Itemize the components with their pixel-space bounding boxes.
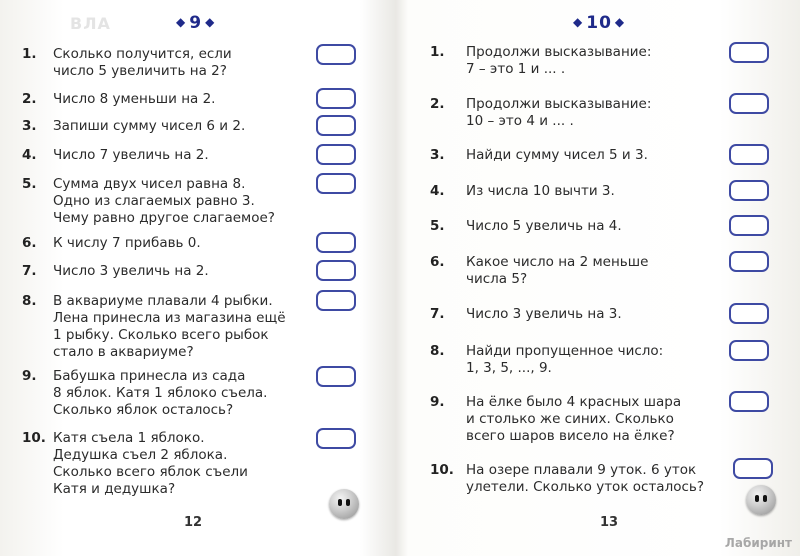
- question-line: Чему равно другое слагаемое?: [53, 210, 275, 226]
- question-line: улетели. Сколько уток осталось?: [466, 479, 705, 495]
- answer-box[interactable]: [316, 290, 356, 311]
- answer-box[interactable]: [316, 366, 356, 387]
- smiley-eye: [755, 495, 759, 502]
- question-line: Найди сумму чисел 5 и 3.: [466, 147, 648, 163]
- question-line: 1 рыбку. Сколько всего рыбок: [53, 327, 269, 343]
- question-line: числа 5?: [466, 271, 528, 287]
- question-text: [466, 394, 681, 445]
- question-number: 8.: [430, 343, 445, 359]
- answer-box[interactable]: [729, 303, 769, 324]
- question-line: Сумма двух чисел равна 8.: [53, 176, 246, 192]
- question-text: [53, 263, 209, 280]
- question-number: 3.: [430, 147, 445, 163]
- question-line: Число 8 уменьши на 2.: [53, 91, 216, 107]
- question-text: [53, 293, 286, 361]
- question-number: 2.: [430, 96, 445, 112]
- question-number: 3.: [22, 118, 37, 134]
- diamond-icon: ◆: [176, 15, 187, 29]
- question-text: [53, 368, 267, 419]
- question-number: 8.: [22, 293, 37, 309]
- diamond-icon: ◆: [614, 15, 626, 29]
- right-page: [405, 0, 800, 556]
- answer-box[interactable]: [316, 260, 356, 281]
- question-line: Число 5 увеличь на 4.: [466, 218, 622, 234]
- question-number: 1.: [430, 44, 445, 60]
- question-number: 6.: [430, 254, 445, 270]
- question-number: 4.: [430, 183, 445, 199]
- smiley-eye: [763, 495, 767, 502]
- question-number: 10.: [430, 462, 454, 478]
- question-text: [53, 176, 275, 227]
- answer-box[interactable]: [729, 215, 769, 236]
- answer-box[interactable]: [729, 251, 769, 272]
- question-text: [53, 430, 248, 498]
- question-line: Катя съела 1 яблоко.: [53, 430, 205, 446]
- question-number: 7.: [430, 306, 445, 322]
- header-number: 9: [189, 13, 203, 33]
- question-number: 9.: [430, 394, 445, 410]
- smiley-eye: [338, 499, 342, 506]
- question-line: На ёлке было 4 красных шара: [466, 394, 682, 410]
- diamond-icon: ◆: [573, 15, 584, 29]
- question-number: 5.: [430, 218, 445, 234]
- answer-box[interactable]: [316, 232, 356, 253]
- question-number: 5.: [22, 176, 37, 192]
- smiley-icon: [329, 489, 359, 519]
- smiley-eye: [346, 499, 350, 506]
- question-line: 8 яблок. Катя 1 яблоко съела.: [53, 385, 268, 401]
- question-line: Число 3 увеличь на 3.: [466, 306, 622, 322]
- answer-box[interactable]: [316, 115, 356, 136]
- question-line: Бабушка принесла из сада: [53, 368, 246, 384]
- question-line: Одно из слагаемых равно 3.: [53, 193, 255, 209]
- question-text: [466, 306, 622, 323]
- answer-box[interactable]: [316, 428, 356, 449]
- question-line: число 5 увеличить на 2?: [53, 63, 227, 79]
- question-line: Запиши сумму чисел 6 и 2.: [53, 118, 246, 134]
- question-text: [53, 118, 245, 135]
- question-text: [466, 183, 615, 200]
- question-number: 4.: [22, 147, 37, 163]
- question-line: Сколько яблок осталось?: [53, 402, 234, 418]
- question-text: [466, 343, 663, 377]
- question-text: [53, 91, 215, 108]
- question-text: [53, 147, 209, 164]
- question-line: Продолжи высказывание:: [466, 44, 652, 60]
- answer-box[interactable]: [316, 144, 356, 165]
- answer-box[interactable]: [729, 144, 769, 165]
- page-header: [570, 13, 628, 33]
- left-page: [0, 0, 395, 556]
- question-text: [466, 147, 648, 164]
- question-line: 7 – это 1 и ... .: [466, 61, 566, 77]
- question-line: Лена принесла из магазина ещё: [53, 310, 286, 326]
- page-number: 12: [184, 515, 203, 530]
- answer-box[interactable]: [729, 42, 769, 63]
- question-number: 7.: [22, 263, 37, 279]
- question-line: Какое число на 2 меньше: [466, 254, 649, 270]
- question-text: [466, 462, 704, 496]
- question-line: Найди пропущенное число:: [466, 343, 664, 359]
- question-line: Число 7 увеличь на 2.: [53, 147, 209, 163]
- question-line: Сколько всего яблок съели: [53, 464, 248, 480]
- page-header: [173, 13, 218, 33]
- question-text: [466, 44, 651, 78]
- question-number: 1.: [22, 46, 37, 62]
- answer-box[interactable]: [729, 93, 769, 114]
- question-text: [466, 218, 622, 235]
- question-line: Дедушка съел 2 яблока.: [53, 447, 228, 463]
- question-line: стало в аквариуме?: [53, 344, 194, 360]
- question-text: [53, 46, 232, 80]
- bleed-through-text: ВЛА: [70, 14, 111, 33]
- question-line: Сколько получится, если: [53, 46, 232, 62]
- question-line: На озере плавали 9 уток. 6 уток: [466, 462, 697, 478]
- answer-box[interactable]: [729, 180, 769, 201]
- question-text: [466, 96, 651, 130]
- question-text: [53, 235, 201, 252]
- answer-box[interactable]: [729, 340, 769, 361]
- question-line: 10 – это 4 и ... .: [466, 113, 574, 129]
- question-line: Продолжи высказывание:: [466, 96, 652, 112]
- smiley-icon: [746, 485, 776, 515]
- question-line: и столько же синих. Сколько: [466, 411, 674, 427]
- answer-box[interactable]: [316, 88, 356, 109]
- question-line: всего шаров висело на ёлке?: [466, 428, 675, 444]
- question-number: 9.: [22, 368, 37, 384]
- question-line: К числу 7 прибавь 0.: [53, 235, 201, 251]
- question-line: Из числа 10 вычти 3.: [466, 183, 615, 199]
- question-line: Катя и дедушка?: [53, 481, 176, 497]
- question-number: 6.: [22, 235, 37, 251]
- question-text: [466, 254, 648, 288]
- question-line: В аквариуме плавали 4 рыбки.: [53, 293, 273, 309]
- header-number: 10: [586, 13, 612, 33]
- answer-box[interactable]: [316, 44, 356, 65]
- answer-box[interactable]: [316, 173, 356, 194]
- question-number: 2.: [22, 91, 37, 107]
- watermark-logo: Лабиринт: [724, 536, 792, 550]
- answer-box[interactable]: [733, 458, 773, 479]
- answer-box[interactable]: [729, 391, 769, 412]
- question-line: 1, 3, 5, ..., 9.: [466, 360, 552, 376]
- question-number: 10.: [22, 430, 46, 446]
- question-line: Число 3 увеличь на 2.: [53, 263, 209, 279]
- diamond-icon: ◆: [205, 15, 216, 29]
- page-number: 13: [600, 515, 619, 530]
